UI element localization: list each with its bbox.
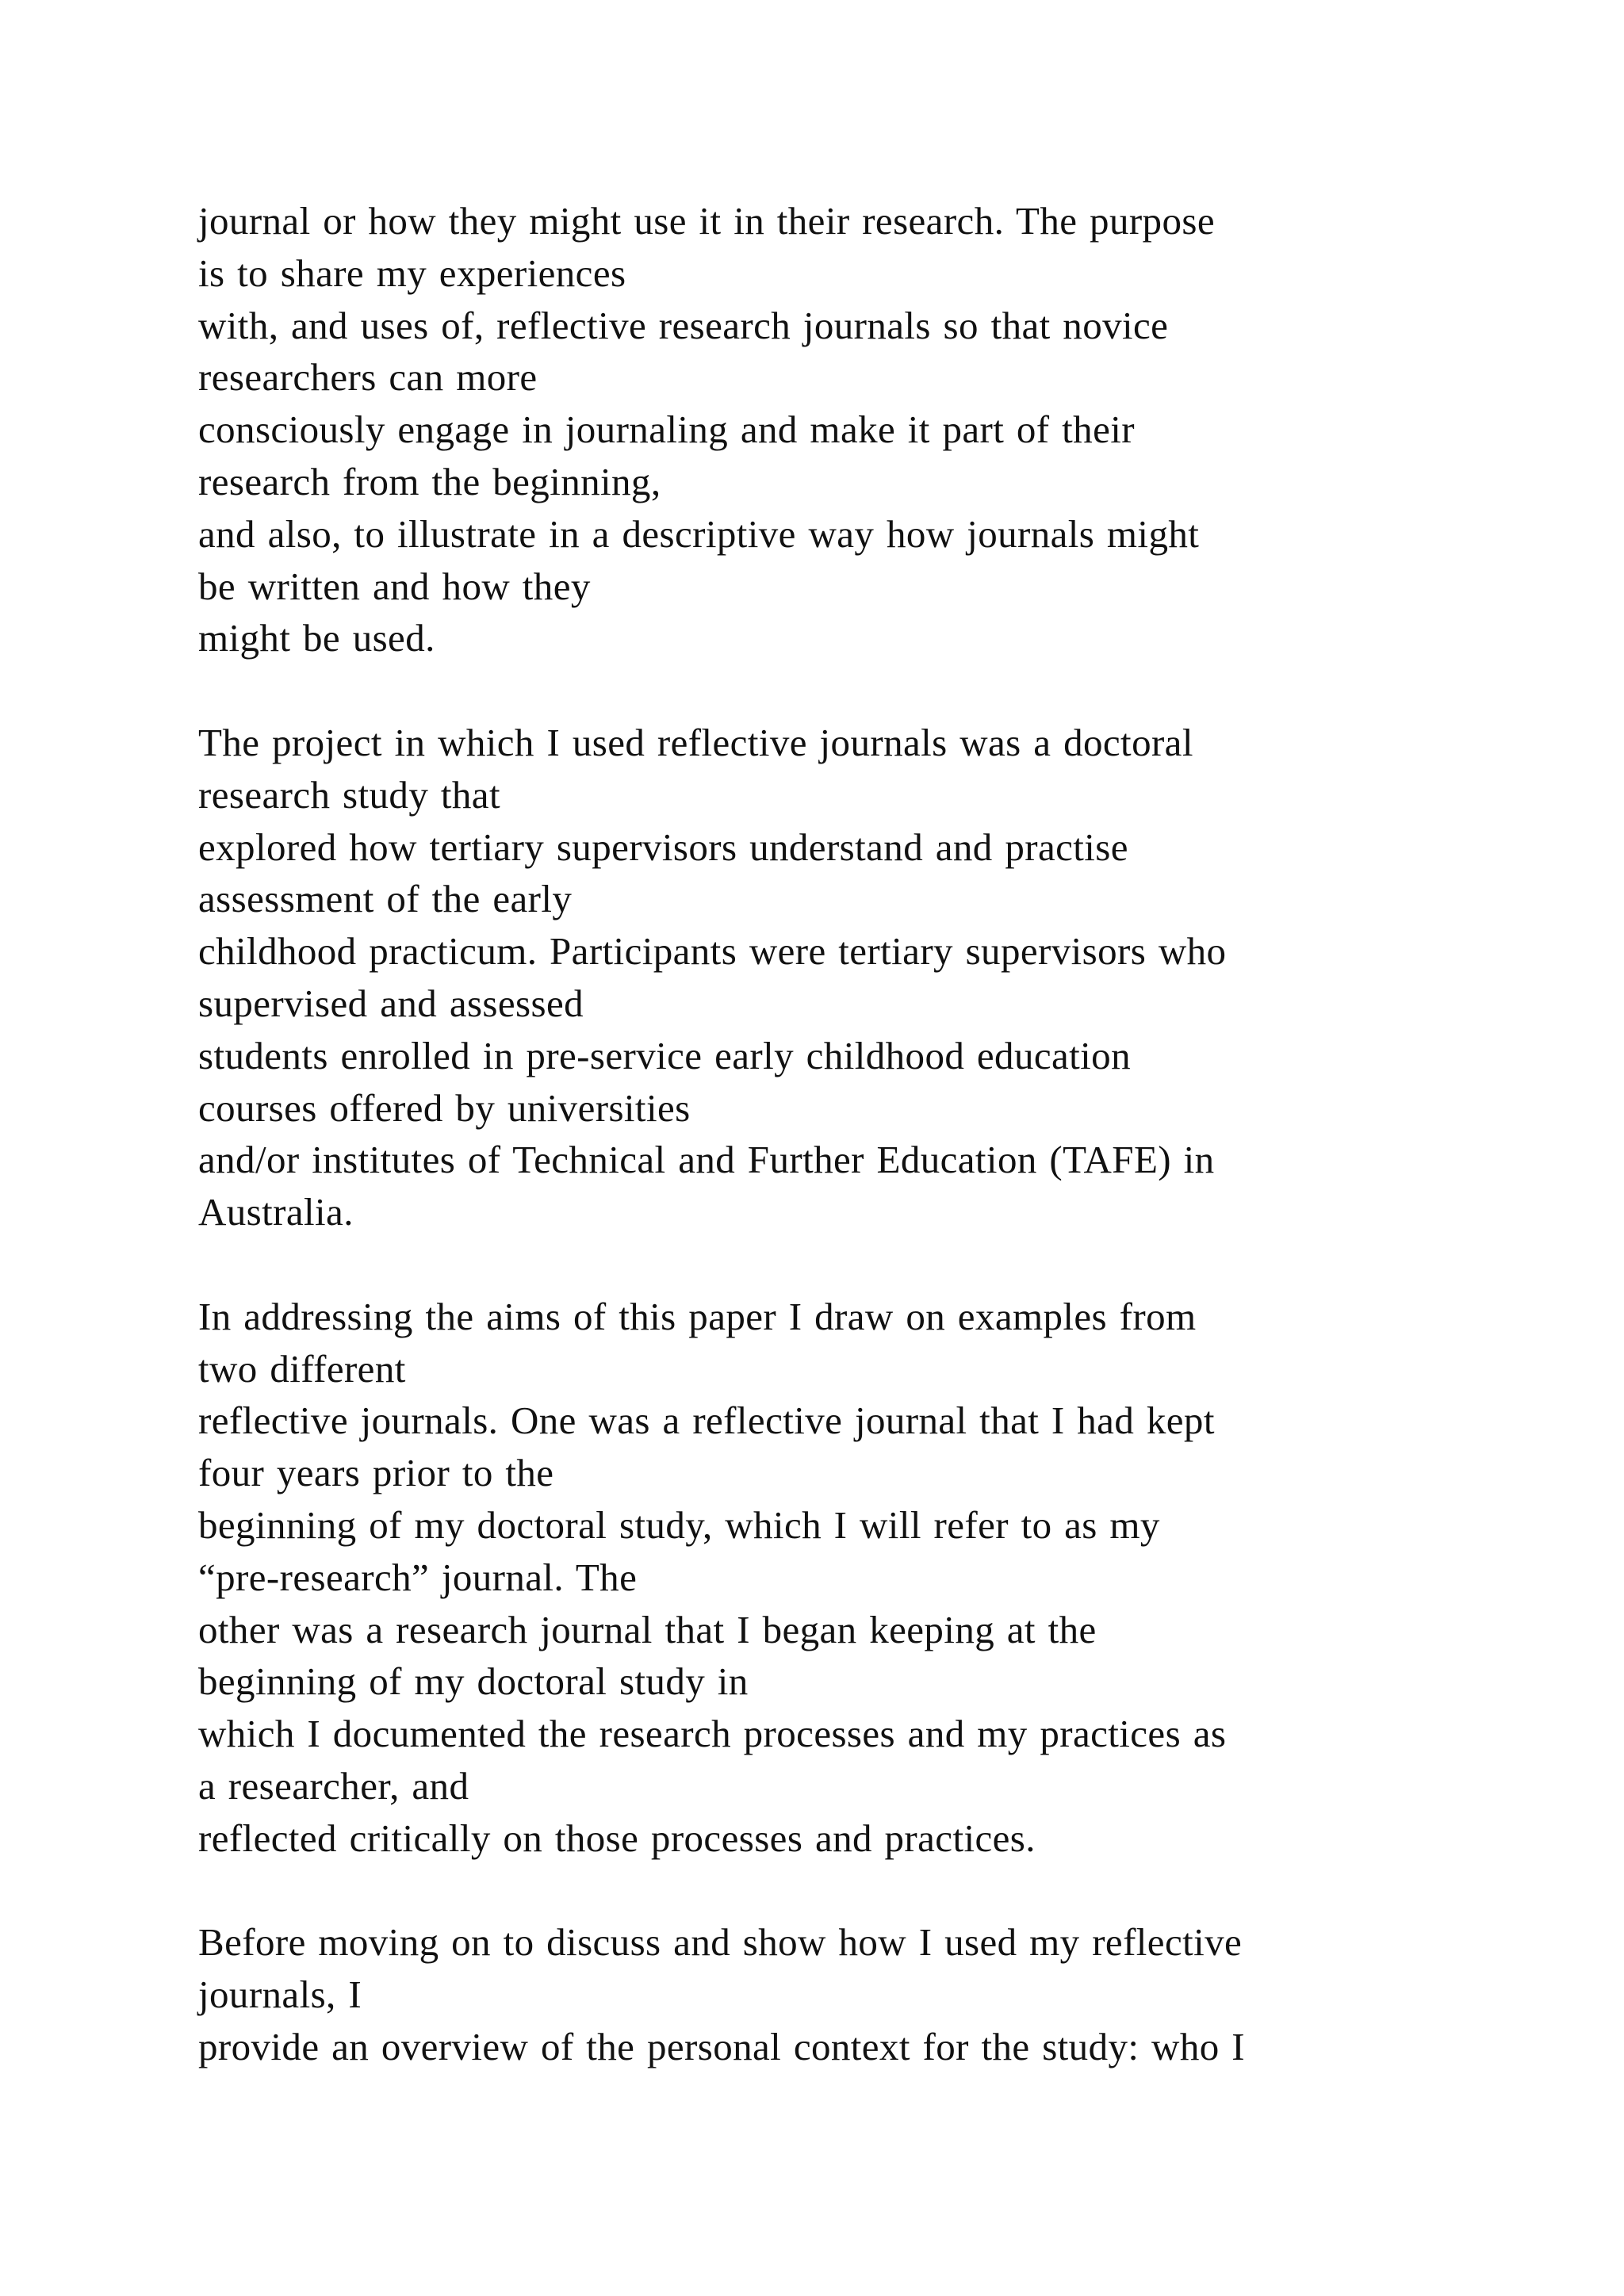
text-line: beginning of my doctoral study in [198, 1659, 749, 1704]
text-line: two different [198, 1346, 406, 1391]
text-line: reflected critically on those processes and practices. [198, 1816, 1036, 1860]
text-line: with, and uses of, reflective research journals so that novice [198, 303, 1169, 347]
text-line: might be used. [198, 616, 435, 660]
body-text [198, 195, 1499, 2125]
paragraph-2 [198, 717, 1499, 1238]
text-line: which I documented the research processes and my practices as [198, 1712, 1227, 1756]
paragraph-3 [198, 1291, 1499, 1865]
text-line: beginning of my doctoral study, which I will refer to as my [198, 1502, 1160, 1547]
paragraph-4 [198, 1916, 1499, 2072]
text-line: childhood practicum. Participants were tertiary supervisors who [198, 929, 1227, 974]
text-line: journals, I [198, 1973, 362, 2017]
text-line: Before moving on to discuss and show how I used my reflective [198, 1920, 1243, 1965]
text-line: other was a research journal that I began keeping at the [198, 1607, 1097, 1651]
text-line: researchers can more [198, 355, 538, 400]
text-line: explored how tertiary supervisors understand and practise [198, 825, 1128, 869]
text-line: research study that [198, 772, 500, 817]
text-line: supervised and assessed [198, 981, 584, 1025]
text-line: assessment of the early [198, 877, 573, 921]
text-line: reflective journals. One was a reflective journal that I had kept [198, 1399, 1215, 1443]
text-line: courses offered by universities [198, 1085, 691, 1130]
text-line: In addressing the aims of this paper I draw on examples from [198, 1294, 1197, 1338]
text-line: students enrolled in pre-service early childhood education [198, 1033, 1131, 1077]
text-line: consciously engage in journaling and make it part of their [198, 408, 1135, 452]
text-line: Australia. [198, 1190, 354, 1234]
text-line: be written and how they [198, 564, 591, 608]
text-line: is to share my experiences [198, 251, 626, 295]
text-line: The project in which I used reflective journals was a doctoral [198, 720, 1193, 764]
text-line: provide an overview of the personal context for the study: who I [198, 2024, 1245, 2068]
text-line: and also, to illustrate in a descriptive way how journals might [198, 511, 1200, 556]
text-line: research from the beginning, [198, 459, 661, 503]
text-line: “pre-research” journal. The [198, 1555, 638, 1599]
paragraph-1 [198, 195, 1499, 664]
text-line: four years prior to the [198, 1451, 554, 1495]
text-line: a researcher, and [198, 1763, 469, 1808]
text-line: journal or how they might use it in their research. The purpose [198, 199, 1215, 243]
text-line: and/or institutes of Technical and Further Education (TAFE) in [198, 1138, 1215, 1182]
